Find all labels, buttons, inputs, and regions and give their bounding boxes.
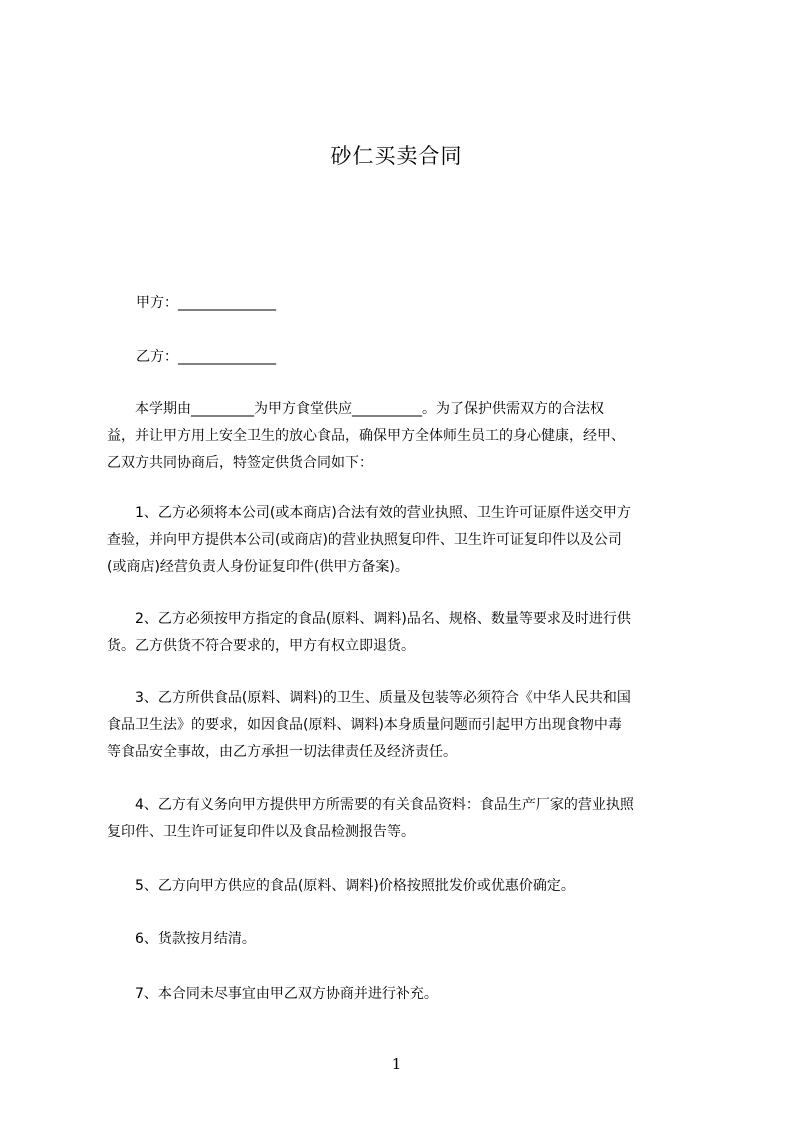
- intro-line: 本学期由_________为甲方食堂供应__________。为了保护供需双方的合法权: [107, 401, 604, 417]
- clause-4: [107, 792, 715, 846]
- clause-line: 6、货款按月结清。: [107, 931, 256, 947]
- clause-line: 7、本合同未尽事宜由甲乙双方协商并进行补充。: [107, 986, 438, 1002]
- clause-line: 查验，并向甲方提供本公司(或商店)的营业执照复印件、卫生许可证复印件以及公司: [107, 532, 622, 548]
- clause-6: [107, 926, 715, 953]
- clause-line: 2、乙方必须按甲方指定的食品(原料、调料)品名、规格、数量等要求及时进行供: [107, 611, 631, 627]
- clause-3: [107, 685, 715, 766]
- clause-line: 4、乙方有义务向甲方提供甲方所需要的有关食品资料：食品生产厂家的营业执照: [107, 797, 634, 813]
- clause-line: 货。乙方供货不符合要求的，甲方有权立即退货。: [107, 638, 415, 654]
- party-b-line: 乙方：______________: [136, 349, 276, 365]
- party-a-line: 甲方：______________: [136, 295, 276, 311]
- page-number: 1: [391, 1055, 402, 1073]
- clause-1: [107, 500, 715, 581]
- clause-line: 复印件、卫生许可证复印件以及食品检测报告等。: [107, 824, 415, 840]
- clause-line: (或商店)经营负责人身份证复印件(供甲方备案)。: [107, 559, 409, 575]
- clause-line: 食品卫生法》的要求，如因食品(原料、调料)本身质量问题而引起甲方出现食物中毒: [107, 717, 622, 733]
- intro-paragraph: [107, 396, 715, 477]
- intro-line: 乙双方共同协商后，特签定供货合同如下：: [107, 455, 373, 471]
- clause-line: 5、乙方向甲方供应的食品(原料、调料)价格按照批发价或优惠价确定。: [107, 878, 575, 894]
- clause-5: [107, 873, 715, 900]
- clause-7: [107, 981, 715, 1008]
- clause-line: 1、乙方必须将本公司(或本商店)合法有效的营业执照、卫生许可证原件送交甲方: [107, 505, 631, 521]
- clause-line: 等食品安全事故，由乙方承担一切法律责任及经济责任。: [107, 744, 457, 760]
- clause-2: [107, 606, 715, 660]
- document-title: 砂仁买卖合同: [330, 144, 463, 168]
- clause-line: 3、乙方所供食品(原料、调料)的卫生、质量及包装等必须符合《中华人民共和国: [107, 690, 631, 706]
- intro-line: 益，并让甲方用上安全卫生的放心食品，确保甲方全体师生员工的身心健康，经甲、: [107, 428, 625, 444]
